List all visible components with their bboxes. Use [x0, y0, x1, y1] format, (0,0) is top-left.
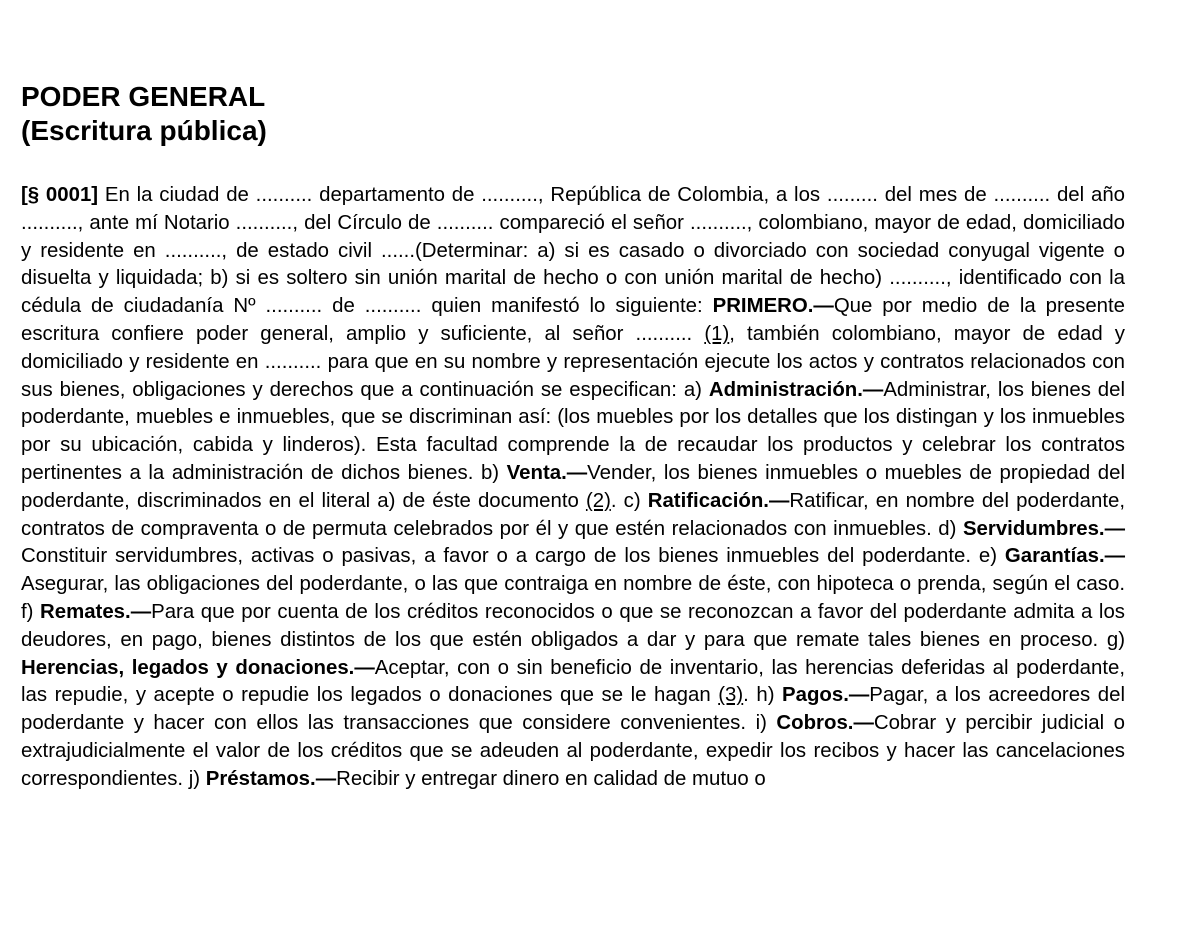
bold-heading: Cobros.— — [776, 712, 874, 735]
body-text: , también colombiano, mayor de edad y domiciliado y residente en .......... para que en su nombre y representación ejecute los actos y contratos relacionados con sus bienes, obligaciones y derechos que a continuación se especifican: a) — [21, 322, 1125, 401]
bold-heading: Servidumbres.— — [962, 517, 1125, 540]
body-text: Ratificar, en nombre del poderdante, contratos de compraventa o de permuta celebrados por él y que estén relacionados con inmuebles. d) — [21, 489, 1125, 540]
bold-heading: Pagos.— — [782, 684, 870, 707]
body-text: . c) — [610, 489, 648, 512]
bold-heading: Administración.— — [708, 378, 884, 401]
body-text: . h) — [743, 684, 783, 707]
document-body — [21, 182, 1125, 794]
footnote-reference: (3) — [718, 684, 744, 707]
body-text: Vender, los bienes inmuebles o muebles de propiedad del poderdante, discriminados en el literal a) de éste documento — [21, 461, 1126, 512]
document-title — [21, 80, 267, 148]
body-text: Recibir y entregar dinero en calidad de mutuo o — [336, 767, 766, 790]
bold-heading: Remates.— — [40, 600, 152, 623]
body-text: En la ciudad de .......... departamento de .........., República de Colombia, a los ......... del mes de .......... del año .........., ante mí Notario .........., del Círculo de .......... compareció el señor .........., colombiano, mayor de edad, domiciliado y residente en .........., de estado civil ......(Determinar: a) si es casado o divorciado con sociedad conyugal vigente o disuelta y liquidada; b) si es soltero sin unión marital de hecho o con unión marital de hecho) .........., identificado con la cédula de ciudadanía Nº .......... de .......... quien manifestó lo siguiente: — [21, 184, 1125, 318]
bold-heading: Ratificación.— — [647, 489, 790, 512]
bold-heading: Venta.— — [506, 461, 588, 484]
body-text: Administrar, los bienes del poderdante, muebles e inmuebles, que se discriminan así: (los muebles por los detalles que los distingan y los inmuebles por su ubicación, cabida y linderos). Esta facultad comprende la de recaudar los productos y celebrar los contratos pertinentes a la administración de dichos bienes. b) — [21, 378, 1125, 484]
body-text: Pagar, a los acreedores del poderdante y hacer con ellos las transacciones que considere convenientes. i) — [21, 684, 1125, 735]
body-text: Constituir servidumbres, activas o pasivas, a favor o a cargo de los bienes inmuebles del poderdante. e) — [21, 545, 1005, 568]
body-text: Asegurar, las obligaciones del poderdante, o las que contraiga en nombre de éste, con hipoteca o prenda, según el caso. f) — [21, 573, 1125, 623]
body-text: Para que por cuenta de los créditos reconocidos o que se reconozcan a favor del poderdante admita a los deudores, en pago, bienes distintos de los que estén obligados a dar y para que remate tales bienes en proceso. g) — [21, 600, 1125, 651]
bold-heading: Herencias, legados y donaciones.— — [21, 656, 375, 679]
bold-heading: PRIMERO.— — [712, 295, 834, 318]
title-line-1: PODER GENERAL — [21, 81, 266, 112]
bold-heading: Préstamos.— — [205, 767, 337, 790]
title-line-2: (Escritura pública) — [21, 115, 267, 146]
footnote-reference: (2) — [585, 489, 611, 512]
body-text: Aceptar, con o sin beneficio de inventario, las herencias deferidas al poderdante, las repudie, y acepte o repudie los legados o donaciones que se le hagan — [21, 656, 1125, 707]
footnote-reference: (1) — [704, 322, 730, 345]
bold-heading: [§ 0001] — [21, 184, 99, 206]
body-text: Cobrar y percibir judicial o extrajudicialmente el valor de los créditos que se adeuden al poderdante, expedir los recibos y hacer las cancelaciones correspondientes. j) — [21, 712, 1126, 790]
body-text: Que por medio de la presente escritura confiere poder general, amplio y suficiente, al señor .......... — [21, 295, 1126, 345]
bold-heading: Garantías.— — [1004, 545, 1125, 568]
